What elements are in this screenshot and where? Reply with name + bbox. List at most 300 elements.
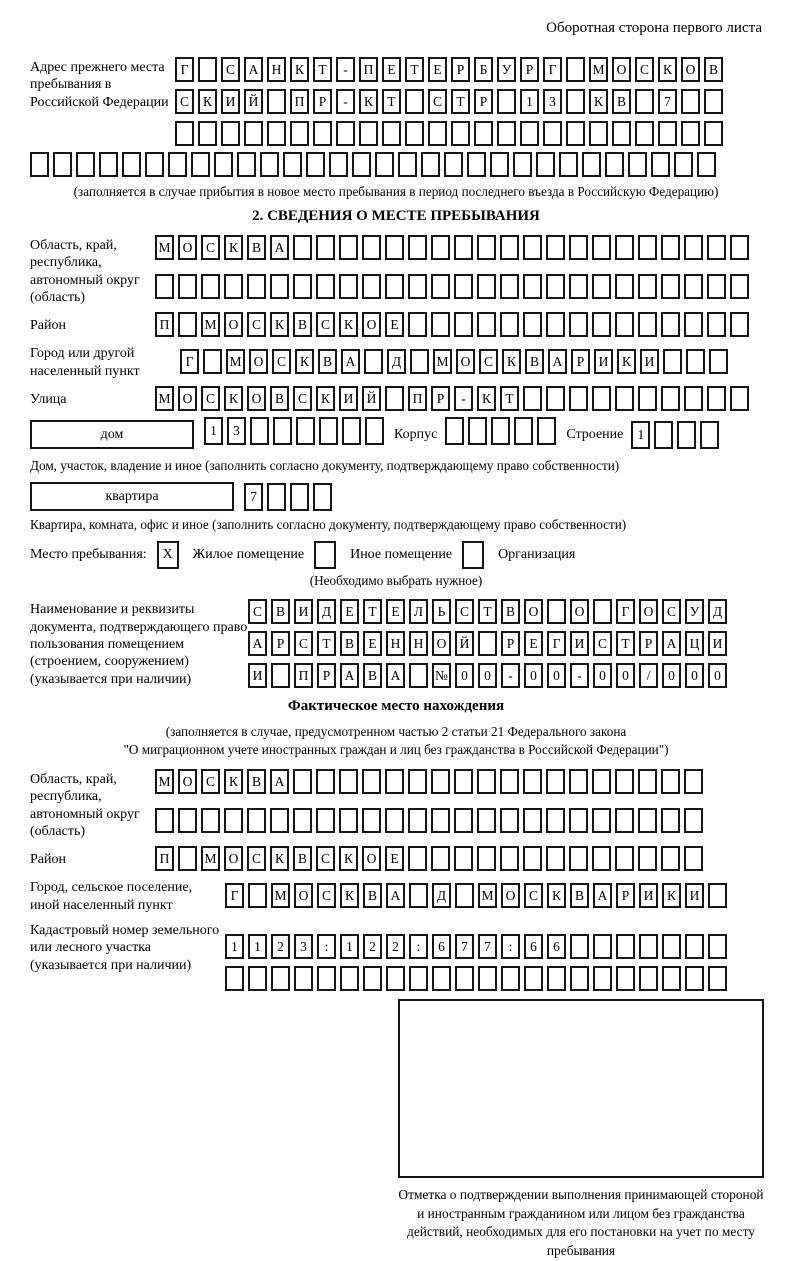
char-box — [454, 769, 473, 794]
street-block — [30, 386, 762, 411]
char-box: Т — [317, 631, 336, 656]
char-box — [684, 235, 703, 260]
char-box — [385, 235, 404, 260]
char-box: К — [477, 386, 496, 411]
char-box: И — [640, 349, 659, 374]
char-box: Г — [547, 631, 566, 656]
char-box: П — [290, 89, 309, 114]
char-box: В — [318, 349, 337, 374]
char-box — [500, 808, 519, 833]
street-label: Улица — [30, 391, 67, 407]
char-box: У — [497, 57, 516, 82]
char-box — [454, 312, 473, 337]
char-box — [661, 846, 680, 871]
char-box — [707, 274, 726, 299]
char-box — [283, 152, 302, 177]
cadastral-block — [30, 920, 762, 991]
char-box: С — [247, 312, 266, 337]
char-box — [570, 934, 589, 959]
char-box — [730, 235, 749, 260]
char-box: П — [408, 386, 427, 411]
char-box — [336, 121, 355, 146]
char-box: О — [362, 846, 381, 871]
char-box: К — [224, 235, 243, 260]
char-box: Е — [386, 599, 405, 624]
char-box — [681, 89, 700, 114]
char-box: 1 — [340, 934, 359, 959]
char-box — [363, 966, 382, 991]
char-box — [431, 312, 450, 337]
korpus-row — [445, 417, 560, 445]
char-box: Г — [616, 599, 635, 624]
char-box: В — [570, 883, 589, 908]
char-box: В — [270, 386, 289, 411]
char-box: С — [316, 312, 335, 337]
char-box: В — [247, 235, 266, 260]
char-box — [409, 966, 428, 991]
title-document-label: Наименование и реквизиты документа, подтверждающего право пользования помещением (строением, сооружением) (указывается при наличии) — [30, 602, 248, 687]
char-box — [431, 769, 450, 794]
prev-address-label: Адрес прежнего места пребывания в Российской Федерации — [30, 60, 169, 110]
char-box: Н — [386, 631, 405, 656]
char-box — [364, 349, 383, 374]
char-box — [569, 769, 588, 794]
char-box: 0 — [708, 663, 727, 688]
prev-address-row-2 — [175, 89, 727, 114]
char-box: М — [201, 846, 220, 871]
char-box — [686, 349, 705, 374]
actual-district-row — [155, 846, 707, 871]
city-block — [30, 343, 762, 380]
char-box — [569, 274, 588, 299]
char-box — [385, 386, 404, 411]
char-box — [638, 808, 657, 833]
char-box — [569, 846, 588, 871]
char-box — [224, 808, 243, 833]
char-box: О — [249, 349, 268, 374]
char-box: Е — [363, 631, 382, 656]
char-box: Н — [267, 57, 286, 82]
char-box — [592, 235, 611, 260]
char-box: 1 — [520, 89, 539, 114]
char-box: С — [201, 386, 220, 411]
char-box: Е — [428, 57, 447, 82]
char-box — [155, 808, 174, 833]
char-box: Г — [175, 57, 194, 82]
char-box: Е — [385, 846, 404, 871]
char-box — [316, 235, 335, 260]
stay-type-option-residential-label: Жилое помещение — [192, 547, 305, 563]
char-box: № — [432, 663, 451, 688]
city-row — [180, 349, 732, 374]
char-box — [514, 417, 533, 445]
char-box: И — [570, 631, 589, 656]
char-box: А — [244, 57, 263, 82]
char-box: О — [224, 846, 243, 871]
char-box — [408, 274, 427, 299]
char-box — [570, 966, 589, 991]
char-box — [477, 235, 496, 260]
title-document-row-3 — [248, 663, 731, 688]
char-box — [684, 846, 703, 871]
house-number-row — [204, 417, 388, 445]
char-box — [543, 121, 562, 146]
char-box — [704, 121, 723, 146]
char-box — [293, 235, 312, 260]
region-row-1 — [155, 235, 753, 260]
char-box — [352, 152, 371, 177]
confirmation-stamp-area — [398, 999, 764, 1261]
char-box: О — [612, 57, 631, 82]
char-box — [592, 808, 611, 833]
char-box: Д — [708, 599, 727, 624]
char-box: Е — [382, 57, 401, 82]
char-box — [244, 121, 263, 146]
char-box — [662, 934, 681, 959]
char-box: Л — [409, 599, 428, 624]
house-caption: Дом, участок, владение и иное (заполнить согласно документу, подтверждающему право собственности) — [30, 458, 620, 474]
char-box — [296, 417, 315, 445]
char-box — [317, 966, 336, 991]
char-box: О — [681, 57, 700, 82]
char-box — [547, 599, 566, 624]
char-box: В — [293, 846, 312, 871]
char-box: Г — [180, 349, 199, 374]
char-box: Т — [451, 89, 470, 114]
char-box — [267, 121, 286, 146]
char-box — [191, 152, 210, 177]
apartment-widebox: квартира — [30, 482, 234, 511]
title-document-block — [30, 599, 762, 688]
actual-district-label: Район — [30, 852, 66, 868]
char-box: О — [178, 235, 197, 260]
char-box — [500, 846, 519, 871]
char-box: А — [548, 349, 567, 374]
char-box — [408, 235, 427, 260]
char-box — [708, 883, 727, 908]
char-box: 7 — [658, 89, 677, 114]
char-box: Т — [382, 89, 401, 114]
char-box — [454, 235, 473, 260]
char-box — [248, 966, 267, 991]
char-box — [638, 386, 657, 411]
char-box — [408, 846, 427, 871]
prev-address-block — [30, 57, 762, 146]
char-box — [478, 631, 497, 656]
prev-address-row-4 — [30, 152, 762, 177]
char-box — [523, 808, 542, 833]
char-box — [428, 121, 447, 146]
actual-region-block — [30, 769, 762, 840]
char-box: К — [340, 883, 359, 908]
stay-type-checkbox-residential: X — [157, 541, 179, 569]
char-box: Р — [317, 663, 336, 688]
char-box — [53, 152, 72, 177]
char-box — [398, 152, 417, 177]
char-box — [316, 808, 335, 833]
char-box: Ь — [432, 599, 451, 624]
char-box — [477, 846, 496, 871]
char-box: 7 — [478, 934, 497, 959]
char-box — [455, 883, 474, 908]
apartment-caption: Квартира, комната, офис и иное (заполнить согласно документу, подтверждающему право собственности) — [30, 517, 627, 533]
korpus-label: Корпус — [394, 426, 438, 442]
char-box: А — [340, 663, 359, 688]
char-box: 0 — [616, 663, 635, 688]
char-box: М — [201, 312, 220, 337]
char-box: Г — [225, 883, 244, 908]
char-box — [432, 966, 451, 991]
char-box — [546, 808, 565, 833]
char-box — [592, 769, 611, 794]
stroenie-row — [631, 421, 723, 449]
char-box — [316, 274, 335, 299]
char-box — [214, 152, 233, 177]
char-box — [290, 483, 309, 511]
apartment-number-row — [244, 483, 336, 511]
char-box — [451, 121, 470, 146]
char-box — [616, 934, 635, 959]
char-box: С — [662, 599, 681, 624]
char-box — [30, 152, 49, 177]
char-box: Р — [451, 57, 470, 82]
char-box — [639, 934, 658, 959]
char-box: С — [455, 599, 474, 624]
section-2-title: 2. СВЕДЕНИЯ О МЕСТЕ ПРЕБЫВАНИЯ — [252, 208, 540, 224]
char-box: 7 — [455, 934, 474, 959]
char-box — [175, 121, 194, 146]
char-box — [628, 152, 647, 177]
char-box — [638, 846, 657, 871]
char-box: П — [155, 846, 174, 871]
char-box: И — [339, 386, 358, 411]
char-box — [700, 421, 719, 449]
char-box: С — [201, 769, 220, 794]
char-box: М — [155, 386, 174, 411]
char-box — [168, 152, 187, 177]
char-box: 1 — [631, 421, 650, 449]
char-box: 6 — [547, 934, 566, 959]
char-box: И — [594, 349, 613, 374]
actual-city-row — [225, 883, 731, 908]
char-box — [730, 274, 749, 299]
char-box — [684, 769, 703, 794]
char-box — [546, 386, 565, 411]
char-box: К — [339, 312, 358, 337]
char-box: К — [589, 89, 608, 114]
char-box: С — [316, 846, 335, 871]
char-box: Р — [571, 349, 590, 374]
char-box — [271, 966, 290, 991]
char-box — [639, 966, 658, 991]
char-box: И — [639, 883, 658, 908]
char-box — [362, 808, 381, 833]
char-box — [582, 152, 601, 177]
char-box — [592, 846, 611, 871]
char-box — [477, 274, 496, 299]
char-box — [267, 89, 286, 114]
prev-address-row-3 — [175, 121, 727, 146]
char-box — [313, 483, 332, 511]
char-box: 6 — [432, 934, 451, 959]
char-box: 3 — [294, 934, 313, 959]
actual-region-label: Область, край, республика, автономный округ (область) — [30, 771, 140, 839]
char-box: В — [525, 349, 544, 374]
char-box — [293, 808, 312, 833]
char-box: К — [617, 349, 636, 374]
char-box — [501, 966, 520, 991]
char-box — [500, 235, 519, 260]
char-box — [547, 966, 566, 991]
char-box — [566, 121, 585, 146]
char-box — [615, 846, 634, 871]
char-box — [536, 152, 555, 177]
char-box: О — [639, 599, 658, 624]
char-box: 2 — [271, 934, 290, 959]
char-box: В — [293, 312, 312, 337]
char-box — [76, 152, 95, 177]
char-box: С — [272, 349, 291, 374]
char-box — [593, 934, 612, 959]
char-box: 0 — [455, 663, 474, 688]
actual-region-row-1 — [155, 769, 707, 794]
char-box — [405, 121, 424, 146]
char-box — [306, 152, 325, 177]
char-box: Т — [500, 386, 519, 411]
char-box — [271, 663, 290, 688]
char-box: О — [294, 883, 313, 908]
char-box: 3 — [227, 417, 246, 445]
street-row — [155, 386, 753, 411]
title-document-row-2 — [248, 631, 731, 656]
char-box — [290, 121, 309, 146]
char-box — [313, 121, 332, 146]
char-box: К — [224, 769, 243, 794]
char-box — [615, 808, 634, 833]
char-box — [339, 808, 358, 833]
char-box — [362, 235, 381, 260]
char-box: А — [386, 883, 405, 908]
char-box — [454, 808, 473, 833]
char-box: 2 — [363, 934, 382, 959]
char-box — [697, 152, 716, 177]
char-box — [339, 235, 358, 260]
char-box — [605, 152, 624, 177]
char-box — [203, 349, 222, 374]
char-box: С — [247, 846, 266, 871]
char-box: К — [658, 57, 677, 82]
char-box: С — [175, 89, 194, 114]
char-box — [445, 417, 464, 445]
char-box — [708, 934, 727, 959]
char-box: В — [247, 769, 266, 794]
char-box — [198, 121, 217, 146]
char-box — [431, 808, 450, 833]
char-box — [386, 966, 405, 991]
char-box — [635, 121, 654, 146]
char-box: Б — [474, 57, 493, 82]
char-box — [615, 235, 634, 260]
char-box — [707, 235, 726, 260]
char-box: С — [294, 631, 313, 656]
char-box: К — [339, 846, 358, 871]
char-box: О — [570, 599, 589, 624]
char-box — [661, 235, 680, 260]
char-box: Р — [616, 883, 635, 908]
char-box — [359, 121, 378, 146]
char-box: М — [271, 883, 290, 908]
char-box — [467, 152, 486, 177]
char-box — [201, 274, 220, 299]
char-box: И — [685, 883, 704, 908]
house-widebox: дом — [30, 420, 194, 449]
char-box: Р — [520, 57, 539, 82]
char-box — [178, 808, 197, 833]
char-box — [546, 312, 565, 337]
char-box — [569, 235, 588, 260]
char-box — [408, 808, 427, 833]
char-box — [178, 312, 197, 337]
actual-region-row-2 — [155, 808, 707, 833]
char-box: Й — [455, 631, 474, 656]
char-box — [500, 274, 519, 299]
char-box — [524, 966, 543, 991]
char-box — [365, 417, 384, 445]
char-box: К — [270, 312, 289, 337]
char-box: С — [479, 349, 498, 374]
page-side-note: Оборотная сторона первого листа — [546, 20, 762, 36]
char-box — [225, 966, 244, 991]
char-box: С — [593, 631, 612, 656]
char-box — [339, 274, 358, 299]
char-box: 0 — [524, 663, 543, 688]
char-box — [663, 349, 682, 374]
char-box — [730, 312, 749, 337]
char-box: И — [248, 663, 267, 688]
char-box — [270, 274, 289, 299]
char-box: Р — [271, 631, 290, 656]
char-box: М — [433, 349, 452, 374]
char-box — [468, 417, 487, 445]
char-box: О — [432, 631, 451, 656]
char-box: О — [501, 883, 520, 908]
char-box — [559, 152, 578, 177]
char-box — [500, 769, 519, 794]
stay-type-checkbox-organization — [462, 541, 484, 569]
char-box: К — [662, 883, 681, 908]
char-box: П — [359, 57, 378, 82]
actual-district-block — [30, 846, 762, 871]
char-box: С — [201, 235, 220, 260]
char-box — [408, 769, 427, 794]
char-box — [224, 274, 243, 299]
char-box: О — [456, 349, 475, 374]
char-box — [707, 312, 726, 337]
cadastral-label: Кадастровый номер земельного или лесного участка (указывается при наличии) — [30, 922, 220, 973]
char-box — [342, 417, 361, 445]
stroenie-label: Строение — [566, 426, 624, 442]
char-box: М — [155, 235, 174, 260]
char-box — [684, 386, 703, 411]
char-box: 1 — [225, 934, 244, 959]
char-box: - — [570, 663, 589, 688]
prev-address-row-1 — [175, 57, 727, 82]
char-box — [247, 808, 266, 833]
char-box: : — [317, 934, 336, 959]
char-box: И — [294, 599, 313, 624]
char-box — [497, 89, 516, 114]
char-box: 6 — [524, 934, 543, 959]
